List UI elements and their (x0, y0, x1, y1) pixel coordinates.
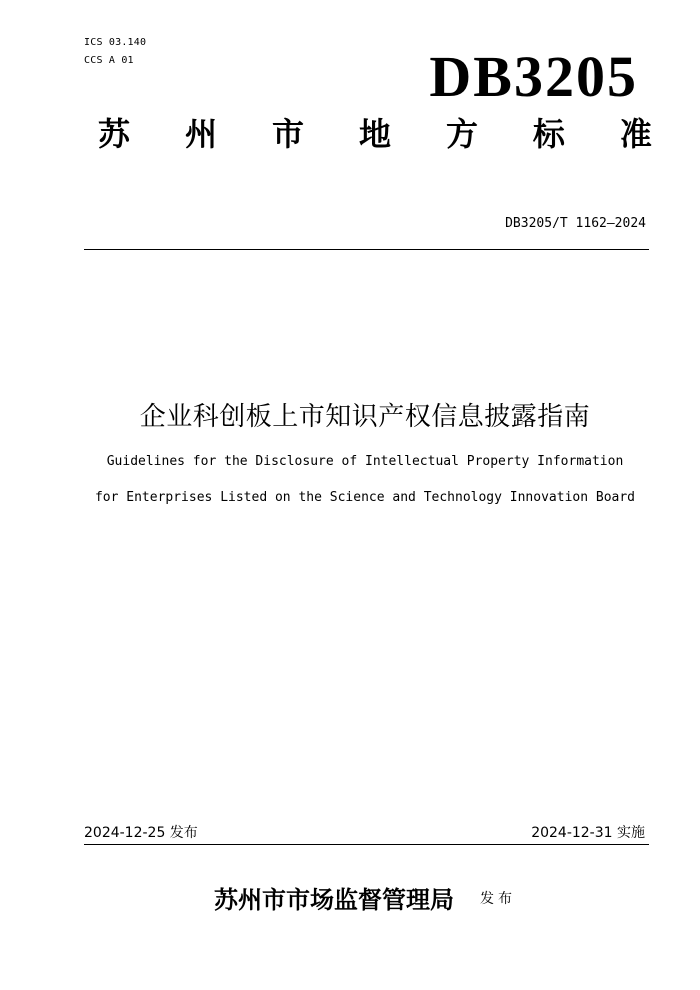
top-divider (84, 249, 649, 250)
ics-code: ICS 03.140 (84, 37, 147, 48)
publisher-name: 苏州市市场监督管理局 (214, 885, 454, 914)
ccs-code: CCS A 01 (84, 55, 134, 66)
publish-label: 发布 (480, 890, 516, 907)
standard-type-heading (98, 115, 652, 153)
title-chinese: 企业科创板上市知识产权信息披露指南 (139, 402, 591, 432)
bottom-divider (84, 844, 649, 845)
implementation-date: 2024-12-31 实施 (531, 825, 645, 841)
publisher-line (0, 880, 700, 915)
standard-type-char: 准 (619, 115, 652, 153)
standard-type-char: 市 (271, 115, 304, 153)
title-english-line-1: Guidelines for the Disclosure of Intellectual Property Information (106, 454, 624, 469)
title-english-line-2: for Enterprises Listed on the Science and Technology Innovation Board (94, 490, 636, 505)
standard-number: DB3205/T 1162—2024 (505, 216, 646, 231)
standard-type-char: 州 (184, 115, 217, 153)
standard-code-prefix: DB3205 (429, 44, 638, 109)
issue-date: 2024-12-25 发布 (84, 825, 198, 841)
standard-type-char: 标 (532, 115, 565, 153)
standard-type-char: 方 (445, 115, 478, 153)
standard-type-char: 苏 (98, 115, 131, 153)
standard-type-char: 地 (358, 115, 391, 153)
